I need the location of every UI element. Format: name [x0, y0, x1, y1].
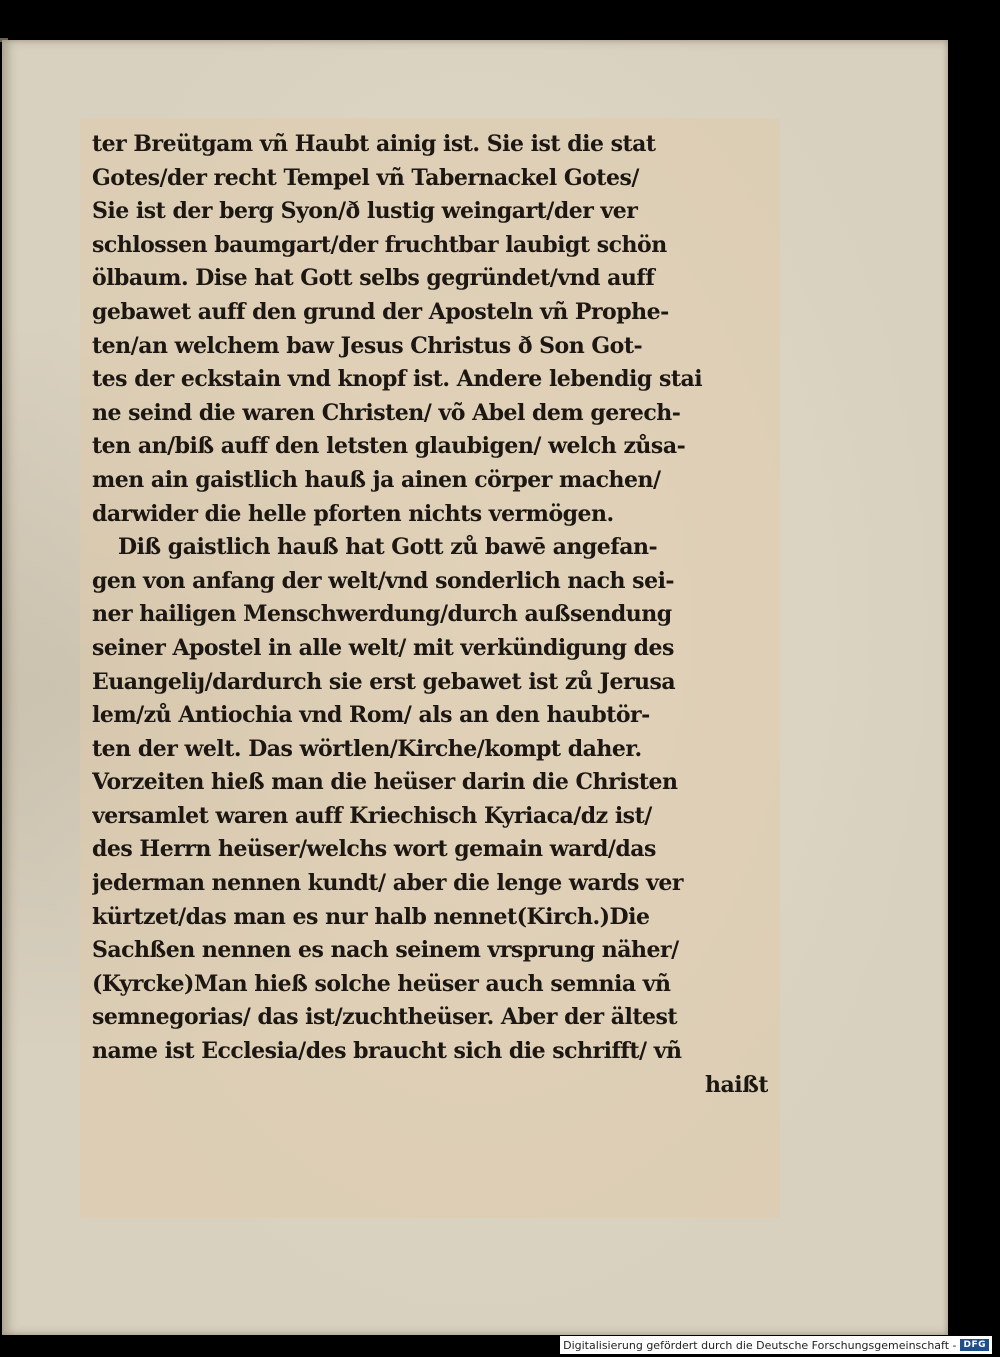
- text-line: des Herrn heüser/welchs wort gemain ward/das: [92, 836, 656, 863]
- text-line: gen von anfang der welt/vnd sonderlich nach sei-: [92, 567, 675, 594]
- text-line: tes der eckstain vnd knopf ist. Andere lebendig stai: [92, 366, 703, 393]
- text-line: ne seind die waren Christen/ võ Abel dem gerech-: [92, 399, 681, 426]
- text-line: Vorzeiten hieß man die heüser darin die Christen: [92, 769, 678, 796]
- text-line: Sachßen nennen es nach seinem vrsprung näher/: [92, 937, 679, 964]
- text-line: lem/zů Antiochia vnd Rom/ als an den haubtör-: [92, 702, 650, 729]
- text-line: ten/an welchem baw Jesus Christus ð Son Got-: [92, 332, 643, 359]
- text-line: kürtzet/das man es nur halb nennet(Kirch.)Die: [92, 903, 650, 930]
- text-block: [80, 118, 780, 1218]
- text-line: ten an/biß auff den letsten glaubigen/ welch zůsa-: [92, 433, 686, 460]
- text-line: jederman nennen kundt/ aber die lenge wards ver: [92, 870, 683, 897]
- funding-text: Digitalisierung gefördert durch die Deutsche Forschungsgemeinschaft -: [563, 1338, 957, 1352]
- text-line: ölbaum. Dise hat Gott selbs gegründet/vnd auff: [92, 265, 655, 292]
- text-line: men ain gaistlich hauß ja ainen cörper machen/: [92, 466, 661, 493]
- text-line: ter Breütgam vñ Haubt ainig ist. Sie ist die stat: [92, 131, 656, 157]
- text-line: Sie ist der berg Syon/ð lustig weingart/der ver: [92, 198, 638, 225]
- catchword: haißt: [705, 1071, 768, 1098]
- text-line: Diß gaistlich hauß hat Gott zů bawē angefan-: [118, 534, 658, 561]
- text-line: gebawet auff den grund der Aposteln vñ Prophe-: [92, 298, 669, 325]
- text-line: seiner Apostel in alle welt/ mit verkündigung des: [92, 634, 674, 661]
- text-line: ten der welt. Das wörtlen/Kirche/kompt daher.: [92, 735, 642, 762]
- dfg-logo: DFG: [960, 1339, 989, 1351]
- funding-footer: [560, 1336, 992, 1354]
- scanned-page: [2, 40, 948, 1335]
- text-line: Gotes/der recht Tempel vñ Tabernackel Gotes/: [92, 164, 639, 191]
- text-line: versamlet waren auff Kriechisch Kyriaca/dz ist/: [92, 802, 652, 829]
- text-line: Euangeliȷ/dardurch sie erst gebawet ist zů Jerusa: [92, 668, 676, 695]
- text-line: semnegorias/ das ist/zuchtheüser. Aber der ältest: [92, 1004, 678, 1031]
- text-line: schlossen baumgart/der fruchtbar laubigt schön: [92, 231, 667, 258]
- text-line: darwider die helle pforten nichts vermögen.: [92, 500, 614, 527]
- text-line: (Kyrcke)Man hieß solche heüser auch semnia vñ: [92, 970, 671, 997]
- text-line: name ist Ecclesia/des braucht sich die schrifft/ vñ: [92, 1038, 682, 1065]
- text-line: ner hailigen Menschwerdung/durch außsendung: [92, 601, 672, 628]
